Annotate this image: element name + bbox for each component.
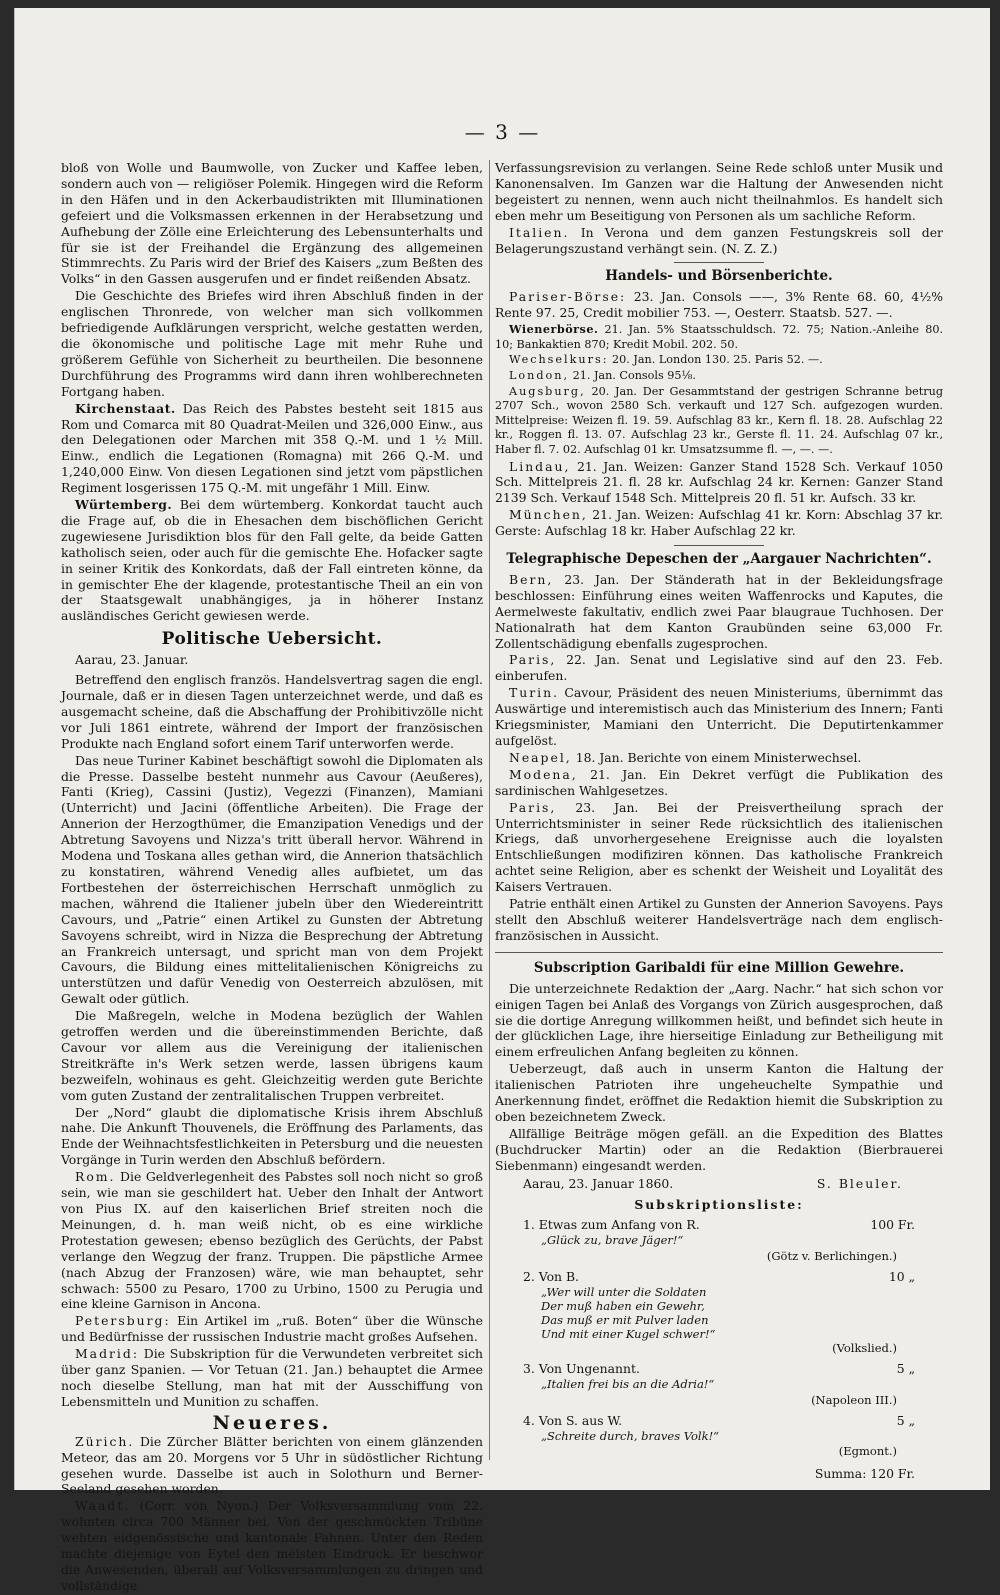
petersburg-label: Petersburg: [75, 1313, 171, 1329]
kirchenstaat-label: Kirchenstaat. [75, 400, 176, 416]
entry-donor: 2. Von B. [523, 1269, 579, 1285]
zuerich-text: Die Zürcher Blätter berichten von einem glänzenden Meteor, das am 20. Morgens vor 5 Uhr in südöstlicher Richtung gesehen wurde. Dasselbe ist auch in Solothurn und Berner-Seeland gesehen worden. [61, 1433, 483, 1497]
entry-donor: 3. Von Ungenannt. [523, 1360, 640, 1376]
paris-boerse-text: 23. Jan. Consols ——, 3% Rente 68. 60, 4½% Rente 97. 25, Credit mobilier 753. —, Oesterr. Staatsb. 527. —. [495, 289, 943, 321]
zuerich-paragraph [61, 1434, 483, 1498]
muenchen-text: 21. Jan. Weizen: Aufschlag 41 kr. Korn: Abschlag 37 kr. Gerste: Aufschlag 18 kr. Haber Aufschlag 22 kr. [495, 507, 943, 539]
wien-boerse [495, 322, 943, 352]
subscription-list [495, 1197, 943, 1482]
paris-boerse [495, 289, 943, 321]
newspaper-page [14, 8, 990, 1593]
paris-depesche-1-label: Paris, [509, 652, 557, 668]
letter-paragraph: Die Geschichte des Briefes wird ihren Abschluß finden in der englischen Thronrede, von welcher man sich vollkommen befriedigende Aufklärungen verspricht, welche gestatten werden, die ökonomische und politische Lage mit mehr Ruhe und größerem Gefühle von Sicherheit zu beurtheilen. Die besonnene Durchführung des Programms wird dann ihren wohlberechneten Fortgang haben. [61, 288, 483, 399]
entry-donor: 1. Etwas zum Anfang von R. [523, 1217, 700, 1233]
turin-depesche [495, 685, 943, 749]
signature-date: Aarau, 23. Januar 1860. [523, 1175, 674, 1191]
madrid-label: Madrid: [75, 1346, 139, 1362]
entry-amount: 100 Fr. [870, 1217, 915, 1233]
augsburg-text: 20. Jan. Der Gesammtstand der gestrigen Schranne betrug 2707 Sch., wovon 2580 Sch. verkauft und 127 Sch. aufgezogen wurden. Mittelpreise: Weizen fl. 19. 59. Aufschlag 83 kr., Kern fl. 18. 28. Aufschlag 22 kr., Roggen fl. 13. 07. Aufschlag 23 kr., Gerste fl. 11. 24. Aufschlag 07 kr., Haber fl. 7. 02. Aufschlag 01 kr. Umsatzsumme fl. —, —. —. [495, 384, 944, 456]
waadt-text: (Corr. von Nyon.) Der Volksversammlung vom 22. wohnten circa 700 Männer bei. Von der geschmückten Tribüne wehten eidgenössische und kantonale Fahnen. Unter den Reden machte diejenige von Eytel den meisten Eindruck. Er beschwor die Anwesenden, überall auf Volksversammlungen zu dringen und vollständige [61, 1498, 483, 1593]
lindau-markt [495, 459, 943, 507]
italien-label: Italien. [509, 224, 570, 240]
bern-depesche [495, 572, 943, 652]
petersburg-paragraph [61, 1313, 483, 1345]
entry-quote: „Schreite durch, braves Volk!“ [541, 1428, 720, 1443]
entry-verse-line: Das muß er mit Pulver laden [541, 1313, 709, 1327]
neapel-text: 18. Jan. Berichte von einem Ministerwechsel. [575, 749, 862, 765]
subscription-list-title: Subskriptionsliste: [634, 1197, 804, 1213]
subskription-paragraph-3: Allfällige Beiträge mögen gefäll. an die Expedition des Blattes (Buchdrucker Martin) oder an die Redaktion (Bierbrauerei Siebenmann) eingesandt werden. [495, 1125, 943, 1173]
entry-attribution: (Götz v. Berlichingen.) [766, 1249, 897, 1264]
signature-name: S. Bleuler. [816, 1175, 903, 1191]
rom-paragraph [61, 1169, 483, 1312]
entry-donor: 4. Von S. aus W. [523, 1412, 623, 1428]
wuertemberg-label: Würtemberg. [75, 497, 173, 513]
wechselkurs [495, 353, 943, 368]
modena-depesche [495, 767, 943, 799]
rom-text: Die Geldverlegenheit des Pabstes soll noch nicht so groß sein, wie man sie geschildert hat. Ueber den Inhalt der Antwort von Pius IX. auf den kaiserlichen Brief streiten noch die Meinungen, d. h. man weiß nicht, ob es eine wirkliche Protestation gewesen; ebenso bezüglich des Gerüchts, der Pabst verlange den Wegzug der franz. Truppen. Die päpstliche Armee (nach Abzug der Franzosen) wäre, wie man behauptet, sehr schwach: 5500 zu Pesaro, 1700 zu Urbino, 1500 zu Perugia und eine kleine Garnison in Ancona. [61, 1169, 483, 1312]
modena-text: 21. Jan. Ein Dekret verfügt die Publikation des sardinischen Wahlgesetzes. [495, 766, 943, 798]
patrie-paragraph: Patrie enthält einen Artikel zu Gunsten der Annerion Savoyens. Pays stellt den Abschluß weiterer Handelsverträge nach dem englisch-französischen in Aussicht. [495, 896, 943, 943]
entry-verse-line: Der muß haben ein Gewehr, [541, 1299, 705, 1313]
entry-attribution: (Volkslied.) [832, 1341, 897, 1355]
entry-attribution: (Napoleon III.) [811, 1392, 897, 1407]
bern-text: 23. Jan. Der Ständerath hat in der Bekleidungsfrage beschlossen: Einführung eines weiten Waffenrocks und Kaputes, die Aermelweste fakultativ, endlich zwei Paar blaugraue Tuchhosen. Der Nationalrath hat dem Kanton Graubünden seine 63,000 Fr. Zollentschädigung ebenfalls zugesprochen. [495, 571, 943, 651]
telegraph-heading: Telegraphische Depeschen der „Aargauer Nachrichten“. [506, 551, 932, 568]
list-item [495, 1217, 943, 1265]
madrid-paragraph [61, 1346, 483, 1410]
petersburg-text: Ein Artikel im „ruß. Boten“ über die Wünsche und Bedürfnisse der russischen Industrie macht großes Aufsehen. [61, 1313, 483, 1345]
politik-paragraph-3: Die Maßregeln, welche in Modena bezüglich der Wahlen getroffen werden und die übereinstimmenden Berichte, daß Cavour vor allem aus die Vereinigung der italienischen Streitkräfte in's Werk setzen werde, lassen übrigens kaum bezweifeln, wohinaus es geht. Gleichzeitig werden gute Berichte vom guten Zustand der zentralitalischen Truppen verbreitet. [61, 1008, 483, 1103]
section-rule [674, 262, 764, 263]
neapel-label: Neapel, [509, 749, 572, 765]
entry-verse-line: „Wer will unter die Soldaten [541, 1285, 707, 1299]
list-item [495, 1269, 943, 1357]
waadt-label: Waadt. [75, 1498, 131, 1514]
entry-quote: „Glück zu, brave Jäger!“ [541, 1233, 684, 1248]
handels-heading: Handels- und Börsenberichte. [605, 268, 833, 285]
paris-depesche-2 [495, 800, 943, 895]
waadt-continued: Verfassungsrevision zu verlangen. Seine Rede schloß unter Musik und Kanonensalven. Im Ganzen war die Haltung der Anwesenden nicht begeistert zu nennen, wenn auch nicht theilnahmlos. Es handelt sich eben mehr um Beseitigung von Personen als um sachliche Reform. [495, 160, 943, 223]
augsburg-label: Augsburg, [509, 384, 586, 398]
wien-boerse-label: Wienerbörse. [509, 322, 599, 337]
politische-dateline: Aarau, 23. Januar. [75, 652, 189, 668]
turin-text: Cavour, Präsident des neuen Ministeriums, übernimmt das Auswärtige und interemistisch auch das Ministerium des Innern; Fanti Kriegsminister, Mamiani den Unterricht. Die Deputirtenkammer aufgelöst. [495, 685, 943, 748]
london-label: London, [509, 368, 570, 382]
muenchen-label: München, [509, 507, 588, 523]
wuertemberg-paragraph [61, 497, 483, 624]
politik-paragraph-2: Das neue Turiner Kabinet beschäftigt sowohl die Diplomaten als die Presse. Dasselbe besteht nunmehr aus Cavour (Aeußeres), Fanti (Krieg), Cassini (Justiz), Vegezzi (Finanzen), Mamiani (Unterricht) und Jacini (öffentliche Arbeiten). Die Frage der Annerion der Herzogthümer, die Emanzipation Venedigs und der Abtretung Savoyens und Nizza's tritt überall hervor. Während in Modena und Toskana alles gethan wird, die Annerion thatsächlich zu konstatiren, während Venedig alles aufbietet, um das Fortbestehen der österreichischen Herrschaft unmöglich zu machen, während die Italiener jubeln über den Wiedereintritt Cavours, und „Patrie“ einen Artikel zu Gunsten der Abtretung Savoyens schreibt, wird in Nizza die Besprechung der Abtretung an Frankreich untersagt, und spricht man von dem Projekt Cavours, die Bildung eines mittelitalienischen Königreichs zu unterstützen und dafür Venedig von Oesterreich abzulösen, mit Gewalt oder gütlich. [61, 752, 483, 1007]
list-item [495, 1361, 943, 1409]
wechselkurs-text: 20. Jan. London 130. 25. Paris 52. —. [612, 353, 823, 367]
waadt-paragraph [61, 1498, 483, 1593]
paris-depesche-1 [495, 652, 943, 684]
wechselkurs-label: Wechselkurs: [509, 353, 609, 367]
politik-paragraph-1: Betreffend den englisch französ. Handelsvertrag sagen die engl. Journale, daß er in diesen Tagen unterzeichnet werde, und daß es ausgemacht scheine, daß die Abschaffung der Prohibitivzölle nicht vor Juli 1861 eintrete, während der Import der französischen Produkte nach England sofort einem Tarif unterworfen werde. [61, 672, 483, 751]
neapel-depesche [495, 750, 943, 766]
turin-label: Turin. [509, 685, 560, 701]
right-column [495, 160, 943, 1482]
list-item [495, 1413, 943, 1461]
section-rule [674, 545, 764, 546]
italien-paragraph [495, 225, 943, 257]
paris-depesche-2-label: Paris, [509, 799, 557, 815]
column-divider [489, 160, 490, 1460]
augsburg-schranne [495, 385, 943, 458]
italien-text: In Verona und dem ganzen Festungskreis soll der Belagerungszustand verhängt sein. [495, 224, 943, 256]
subskription-heading: Subscription Garibaldi für eine Million Gewehre. [533, 959, 905, 976]
subskription-paragraph-2: Ueberzeugt, daß auch in unserm Kanton die Haltung der italienischen Patrioten ihre ungeheuchelte Sympathie und Anerkennung findet, eröffnet die Redaktion hiemit die Subskription zu oben bezeichnetem Zweck. [495, 1061, 943, 1124]
italien-source: (N. Z. Z.) [721, 240, 778, 256]
bern-label: Bern, [509, 571, 554, 587]
paris-depesche-1-text: 22. Jan. Senat und Legislative sind auf den 23. Feb. einberufen. [495, 652, 943, 684]
rom-label: Rom. [75, 1169, 116, 1185]
left-column [61, 160, 483, 1595]
entry-amount: 10 „ [888, 1269, 915, 1285]
politik-paragraph-4: Der „Nord“ glaubt die diplomatische Krisis ihrem Abschluß nahe. Die Ankunft Thouvenels, die Eröffnung des Parlaments, das Ende der Weihnachtsfestlichkeiten in Petersburg und die neuesten Vorgänge in Turin werden den Abschluß befördern. [61, 1104, 483, 1168]
neueres-heading: Neueres. [212, 1411, 332, 1434]
paris-depesche-2-text: 23. Jan. Bei der Preisvertheilung sprach der Unterrichtsminister in seiner Rede rücksichtlich des italienischen Kriegs, daß unvorhergesehene Ereignisse auch die loyalsten Entschließungen modifiziren können. Das katholische Frankreich achtet seine Religion, aber es schenkt der Weisheit und Loyalität des Kaisers Vertrauen. [495, 799, 943, 895]
modena-label: Modena, [509, 766, 578, 782]
zuerich-label: Zürich. [75, 1433, 135, 1449]
entry-quote: „Italien frei bis an die Adria!“ [541, 1376, 715, 1391]
london-kurs [495, 369, 943, 384]
signature-row [495, 1176, 943, 1192]
kirchenstaat-paragraph [61, 401, 483, 496]
subscription-total: Summa: 120 Fr. [814, 1466, 915, 1482]
entry-attribution: (Egmont.) [838, 1444, 897, 1459]
paris-boerse-label: Pariser-Börse: [509, 289, 627, 305]
section-rule [495, 952, 943, 953]
london-text: 21. Jan. Consols 95⅛. [572, 368, 696, 382]
madrid-text: Die Subskription für die Verwundeten verbreitet sich über ganz Spanien. — Vor Tetuan (21. Jan.) behauptet die Armee noch dieselbe Stellung, man hat mit der Ausschiffung von Lebensmitteln und Munition zu schaffen. [61, 1346, 483, 1409]
politische-heading: Politische Uebersicht. [161, 629, 383, 650]
entry-amount: 5 „ [896, 1360, 915, 1376]
entry-amount: 5 „ [896, 1412, 915, 1428]
page-number: — 3 — [464, 120, 541, 144]
muenchen-markt [495, 507, 943, 539]
wuertemberg-text: Bei dem würtemberg. Konkordat taucht auch die Frage auf, ob die in Ehesachen dem bischöflichen Gericht zugewiesene Jurisdiktion blos für den Fall gelte, da beide Gatten katholisch seien, oder auch für die gemischte Ehe. Hofacker sagte in seiner Kritik des Konkordats, daß der Fall eintreten könne, da in gemischter Ehe der klagende, protestantische Theil an ein von der Staatsgewalt unabhängiges, ja in höherer Instanz ausländisches Gericht gewiesen werde. [61, 497, 483, 624]
kirchenstaat-text: Das Reich des Pabstes besteht seit 1815 aus Rom und Comarca mit 80 Quadrat-Meilen und 326,000 Einw., aus den Delegationen oder Marchen mit 358 Q.-M. und 1 ½ Mill. Einw., endlich die Legationen (Romagna) mit 266 Q.-M. und 1,240,000 Einw. Von diesen Legationen sind jetzt vom päpstlichen Regiment losgerissen 175 Q.-M. mit ungefähr 1 Mill. Einw. [61, 400, 483, 496]
subskription-paragraph-1: Die unterzeichnete Redaktion der „Aarg. Nachr.“ hat sich schon vor einigen Tagen bei Anlaß des Vorgangs von Zürich ausgesprochen, daß sie die dortige Anregung willkommen heißt, und befindet sich heute in der glücklichen Lage, ihre hierseitige Einladung zur Betheiligung mit einem erfreulichen Anfang begleiten zu können. [495, 980, 943, 1060]
lindau-text: 21. Jan. Weizen: Ganzer Stand 1528 Sch. Verkauf 1050 Sch. Mittelpreis 21. fl. 28 kr. Aufschlag 24 kr. Kernen: Ganzer Stand 2139 Sch. Verkauf 1548 Sch. Mittelpreis 20 fl. 51 kr. Aufsch. 33 kr. [495, 458, 943, 506]
wien-boerse-text: 21. Jan. 5% Staatsschuldsch. 72. 75; Nation.-Anleihe 80. 10; Bankaktien 870; Kredit Mobil. 202. 50. [495, 323, 943, 351]
lindau-label: Lindau, [509, 458, 571, 474]
intro-paragraph: bloß von Wolle und Baumwolle, von Zucker und Kaffee leben, sondern auch von — religiöser Polemik. Hingegen wird die Reform in den Häfen und in den Ackerbaudistrikten mit Illuminationen gefeiert und die Volksmassen erkennen in der Herabsetzung und Aufhebung der Zölle eine Erleichterung des Lebensunterhalts und für sie ist der Freihandel die Ergänzung des allgemeinen Stimmrechts. Zu Paris wird der Brief des Kaisers „zum Beßten des Volks“ in den Gassen ausgerufen und er findet reißenden Absatz. [61, 160, 483, 287]
entry-verse-line: Und mit einer Kugel schwer!“ [541, 1327, 716, 1341]
